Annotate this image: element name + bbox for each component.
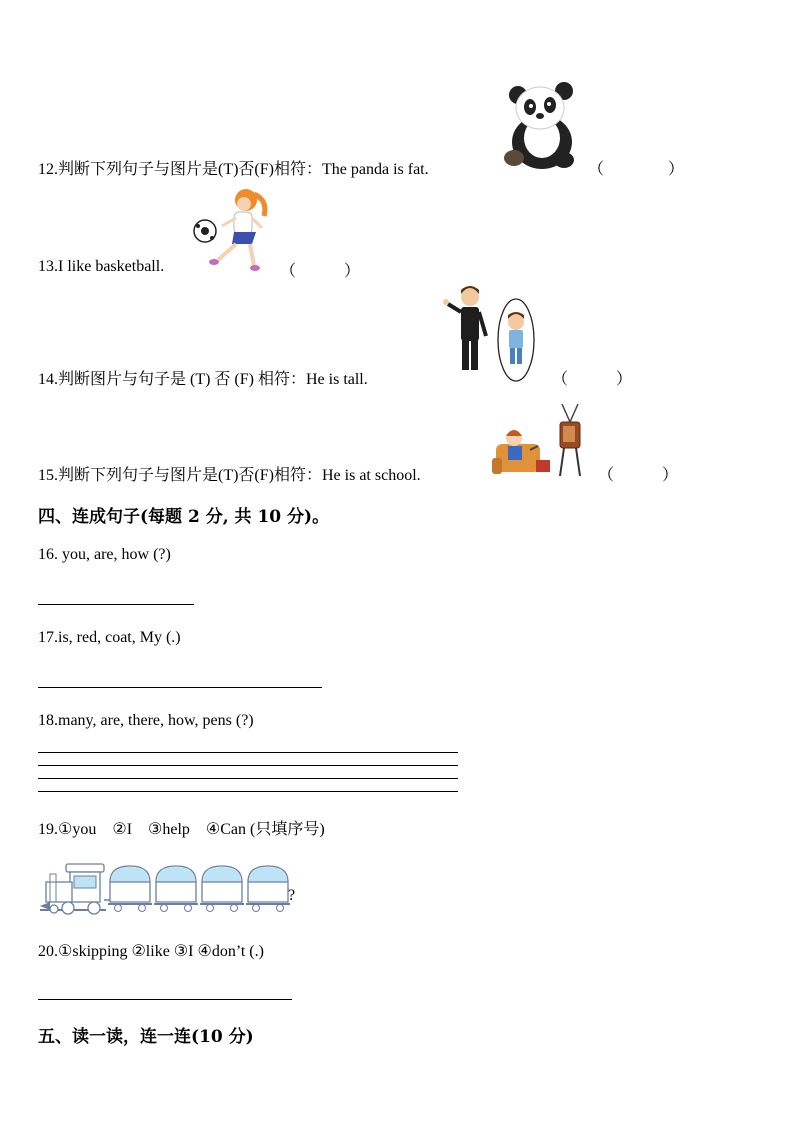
train-car-4 — [246, 866, 290, 912]
writing-line-18-1 — [38, 752, 458, 753]
answer-parentheses-13: （ ） — [280, 263, 361, 280]
train-question-mark: ? — [288, 887, 296, 904]
train-car-2 — [154, 866, 198, 912]
question-14: 14.判断图片与句子是 (T) 否 (F) 相符：He is tall. — [38, 371, 368, 388]
train-car-1 — [108, 866, 152, 912]
writing-line-18-4 — [38, 791, 458, 792]
question-17: 17.is, red, coat, My (.) — [38, 629, 181, 646]
answer-line-20 — [38, 999, 292, 1000]
answer-parentheses-12: （ ） — [588, 161, 685, 178]
question-15: 15.判断下列句子与图片是(T)否(F)相符：He is at school. — [38, 467, 421, 484]
train-answer-picture — [38, 860, 304, 918]
tall-man-short-boy-picture — [440, 284, 544, 382]
writing-line-18-2 — [38, 765, 458, 766]
question-13: 13.I like basketball. — [38, 258, 165, 275]
section-five-heading: 五、读一读，连一连(10 分) — [38, 1027, 254, 1047]
answer-line-16 — [38, 604, 194, 605]
train-car-3 — [200, 866, 244, 912]
question-12: 12.判断下列句子与图片是(T)否(F)相符：The panda is fat. — [38, 161, 429, 178]
question-16: 16. you, are, how (?) — [38, 546, 171, 563]
boy-watching-tv-picture — [492, 400, 590, 478]
answer-parentheses-15: （ ） — [598, 467, 679, 484]
answer-parentheses-14: （ ） — [552, 371, 633, 388]
question-19: 19.①you ②I ③help ④Can (只填序号) — [38, 821, 325, 838]
section-four-heading: 四、连成句子(每题 2 分, 共 10 分)。 — [38, 507, 330, 527]
panda-picture — [500, 78, 580, 172]
question-20: 20.①skipping ②like ③I ④don’t (.) — [38, 943, 264, 960]
writing-line-18-3 — [38, 778, 458, 779]
question-18: 18.many, are, there, how, pens (?) — [38, 712, 254, 729]
answer-line-17 — [38, 687, 322, 688]
girl-soccer-picture — [192, 186, 272, 274]
